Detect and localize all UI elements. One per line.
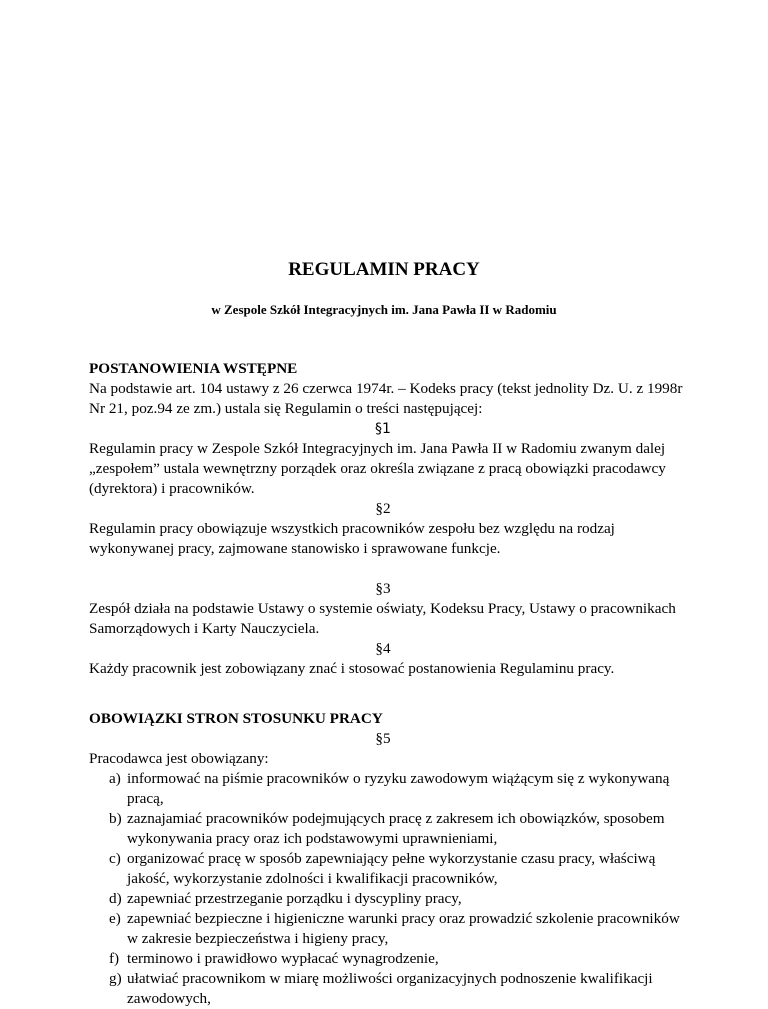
section-mark-4: §4 xyxy=(375,640,391,657)
paragraph-4-text: Każdy pracownik jest zobowiązany znać i stosować postanowienia Regulaminu pracy. xyxy=(89,660,615,677)
paragraph-1-text: Regulamin pracy w Zespole Szkół Integracyjnych im. Jana Pawła II w Radomiu zwanym dalej „zespołem” ustala wewnętrzny porządek oraz określa związane z pracą obowiązki pracodawcy (dyrektora) i pracowników. xyxy=(89,440,666,497)
list-item-text: informować na piśmie pracowników o ryzyku zawodowym wiążącym się z wykonywaną pracą, xyxy=(127,770,670,807)
list-item xyxy=(109,849,689,889)
list-item xyxy=(109,909,689,949)
duties-lead-text: Pracodawca jest obowiązany: xyxy=(89,750,269,767)
paragraph-3-text: Zespół działa na podstawie Ustawy o systemie oświaty, Kodeksu Pracy, Ustawy o pracownikach Samorządowych i Karty Nauczyciela. xyxy=(89,600,676,637)
paragraph-2-text: Regulamin pracy obowiązuje wszystkich pracowników zespołu bez względu na rodzaj wykonywanej pracy, zajmowane stanowisko i sprawowane funkcje. xyxy=(89,520,615,557)
document-title: REGULAMIN PRACY xyxy=(288,259,480,280)
section-heading-intro: POSTANOWIENIA WSTĘPNE xyxy=(89,360,298,377)
preamble-text: Na podstawie art. 104 ustawy z 26 czerwca 1974r. – Kodeks pracy (tekst jednolity Dz. U. z 1998r Nr 21, poz.94 ze zm.) ustala się Regulamin o treści następującej: xyxy=(89,380,683,417)
list-item xyxy=(109,769,689,809)
document-body xyxy=(89,359,689,1009)
spacer xyxy=(89,559,689,579)
section-mark-1: §1 xyxy=(375,421,391,437)
list-item-text: zapewniać bezpieczne i higieniczne warunki pracy oraz prowadzić szkolenie pracowników w zakresie bezpieczeństwa i higieny pracy, xyxy=(127,910,680,947)
document-subtitle: w Zespole Szkół Integracyjnych im. Jana Pawła II w Radomiu xyxy=(211,302,557,317)
list-item xyxy=(109,889,689,909)
list-marker: b) xyxy=(109,810,122,827)
section-mark-2: §2 xyxy=(375,500,391,517)
list-item xyxy=(109,809,689,849)
list-marker: f) xyxy=(109,950,120,967)
section-mark-3: §3 xyxy=(375,580,391,597)
employer-duties-list xyxy=(89,769,689,1009)
spacer xyxy=(89,679,689,709)
list-marker: e) xyxy=(109,910,121,927)
list-item-text: zapewniać przestrzeganie porządku i dyscypliny pracy, xyxy=(127,890,462,907)
list-item-text: organizować pracę w sposób zapewniający pełne wykorzystanie czasu pracy, właściwą jakość, wykorzystanie zdolności i kwalifikacji pracowników, xyxy=(127,850,656,887)
list-marker: g) xyxy=(109,970,122,987)
list-item-text: zaznajamiać pracowników podejmujących pracę z zakresem ich obowiązków, sposobem wykonywania pracy oraz ich podstawowymi uprawnieniami, xyxy=(127,810,665,847)
list-marker: a) xyxy=(109,770,121,787)
list-item-text: ułatwiać pracownikom w miarę możliwości organizacyjnych podnoszenie kwalifikacji zawodowych, xyxy=(127,970,653,1007)
list-marker: d) xyxy=(109,890,122,907)
list-item xyxy=(109,949,689,969)
section-heading-duties: OBOWIĄZKI STRON STOSUNKU PRACY xyxy=(89,710,383,727)
section-mark-5: §5 xyxy=(375,730,391,747)
list-marker: c) xyxy=(109,850,121,867)
list-item-text: terminowo i prawidłowo wypłacać wynagrodzenie, xyxy=(127,950,439,967)
list-item xyxy=(109,969,689,1009)
